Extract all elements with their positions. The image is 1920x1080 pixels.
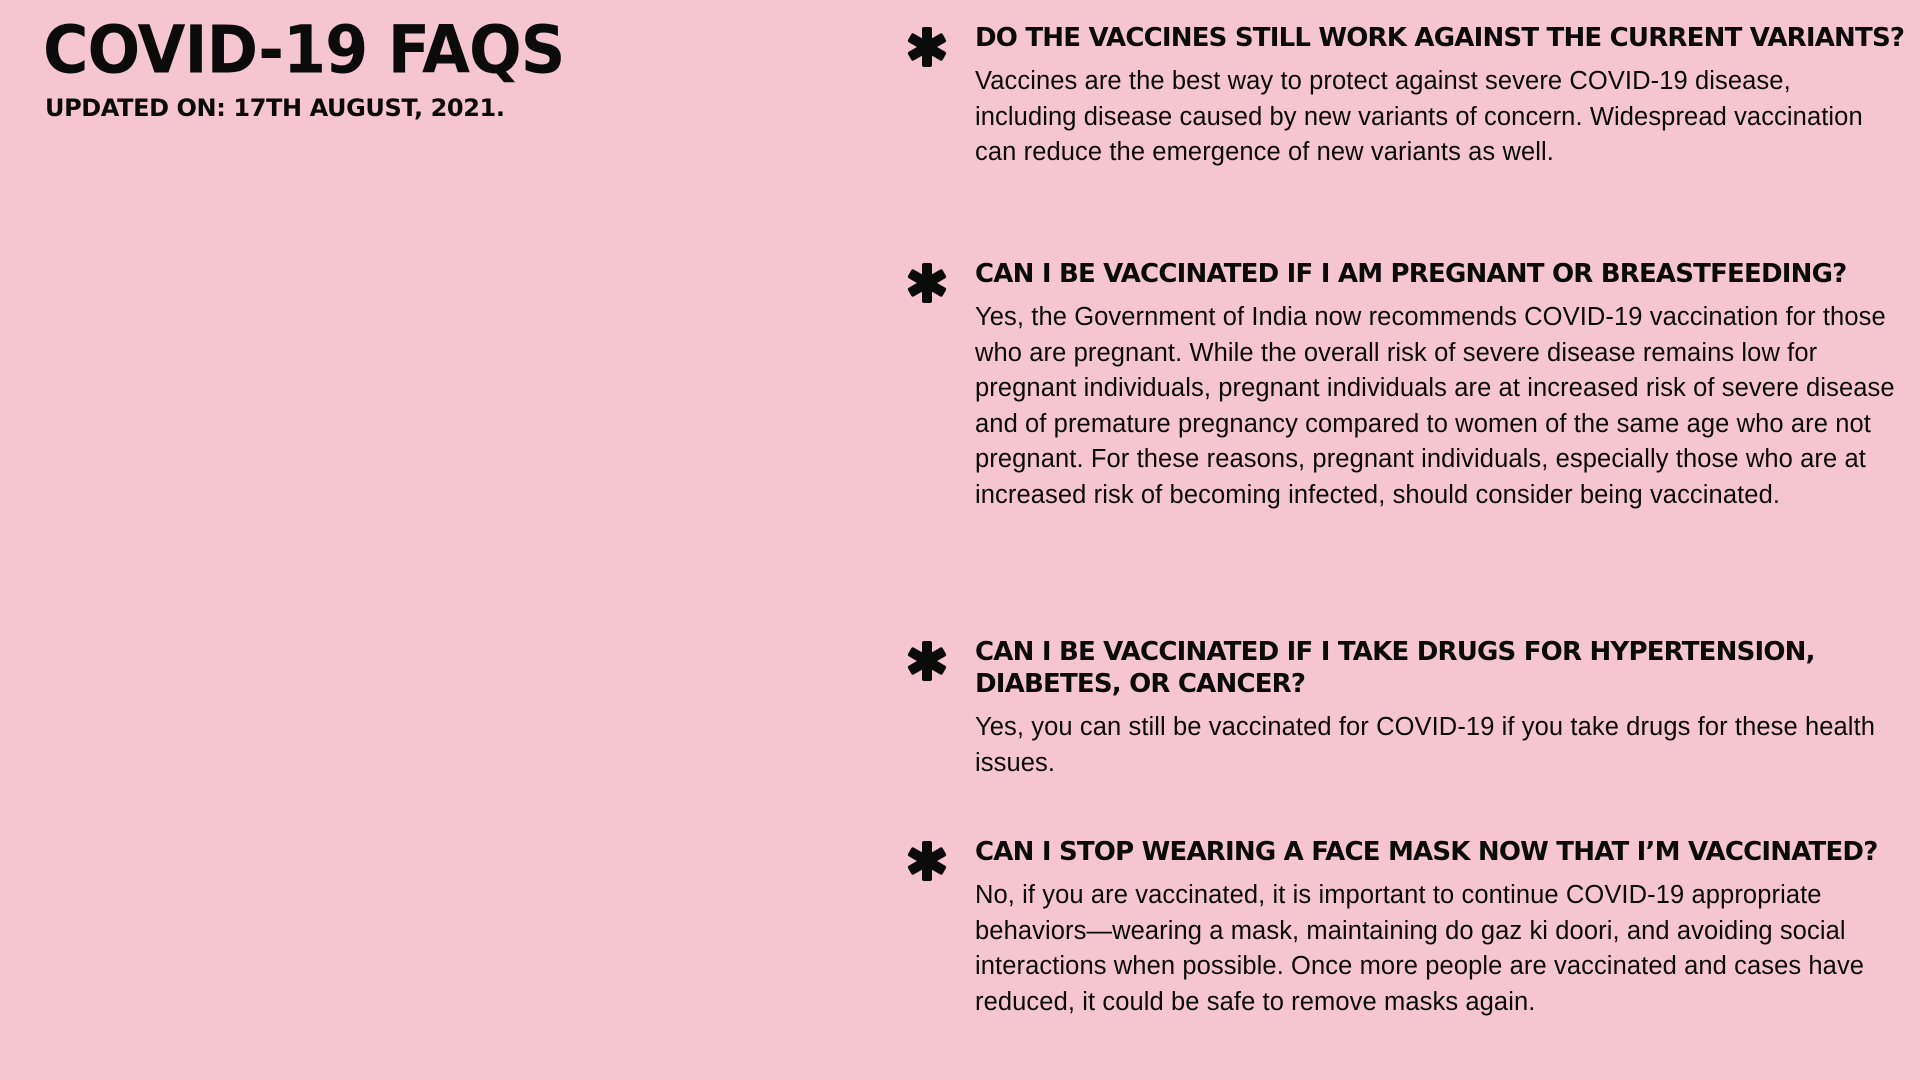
faq-answer: Vaccines are the best way to protect against severe COVID-19 disease, including disease caused by new variants of concern. Widespread vaccination can reduce the emergence of new variants as well. [975, 67, 1863, 167]
updated-date: UPDATED ON: 17TH AUGUST, 2021. [45, 94, 505, 122]
page-header [43, 12, 564, 122]
faq-question: CAN I STOP WEARING A FACE MASK NOW THAT I’M VACCINATED? [975, 837, 1878, 867]
asterisk-icon [905, 839, 949, 883]
asterisk-icon [905, 639, 949, 683]
asterisk-icon [905, 261, 949, 305]
asterisk-icon [905, 25, 949, 69]
faq-answer: Yes, the Government of India now recommends COVID-19 vaccination for those who are pregnant. While the overall risk of severe disease remains low for pregnant individuals, pregnant individuals are at increased risk of severe disease and of premature pregnancy compared to women of the same age who are not pregnant. For these reasons, pregnant individuals, especially those who are at increased risk of becoming infected, should consider being vaccinated. [975, 303, 1895, 509]
faq-item-hypertension-diabetes-cancer [905, 636, 1905, 781]
faq-item-face-mask [905, 836, 1905, 1020]
faq-item-vaccines-variants [905, 22, 1905, 171]
faq-answer: Yes, you can still be vaccinated for COVID-19 if you take drugs for these health issues. [975, 713, 1876, 777]
faq-question: DO THE VACCINES STILL WORK AGAINST THE CURRENT VARIANTS? [975, 23, 1905, 53]
faq-question: CAN I BE VACCINATED IF I TAKE DRUGS FOR HYPERTENSION, DIABETES, OR CANCER? [975, 637, 1815, 699]
faq-question: CAN I BE VACCINATED IF I AM PREGNANT OR BREASTFEEDING? [975, 259, 1847, 289]
faq-answer: No, if you are vaccinated, it is important to continue COVID-19 appropriate behaviors—wearing a mask, maintaining do gaz ki doori, and avoiding social interactions when possible. Once more people are vaccinated and cases have reduced, it could be safe to remove masks again. [975, 881, 1865, 1016]
page-title: COVID-19 FAQS [43, 10, 565, 89]
faq-item-pregnant-breastfeeding [905, 258, 1905, 514]
